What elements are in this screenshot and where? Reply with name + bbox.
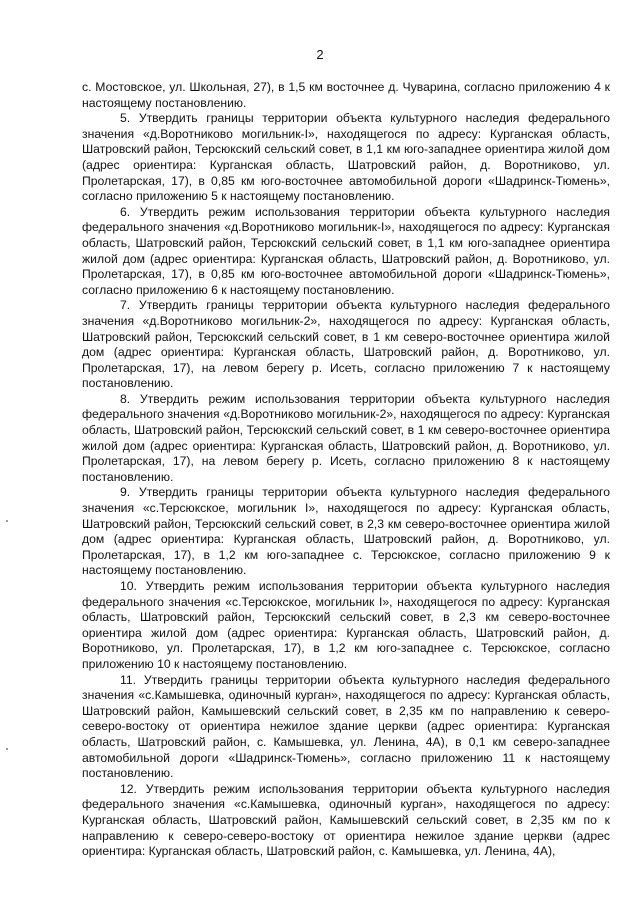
paragraph-item-6: 6. Утвердить режим использования территории объекта культурного наследия федерального значения «д.Воротниково могильник-I», находящегося по адресу: Курганская область, Шатровский район, Терсюкский сельский совет, в 1,1 км юго-западнее ориентира жилой дом (адрес ориентира: Курганская область, Шатровский район, д. Воротниково, ул. Пролетарская, 17), в 0,85 км юго-восточнее автомобильной дороги «Шадринск-Тюмень», согласно приложению 6 к настоящему постановлению. — [82, 204, 610, 297]
paragraph-item-11: 11. Утвердить границы территории объекта культурного наследия федерального значения «с.Камышевка, одиночный курган», находящегося по адресу: Курганская область, Шатровский район, Камышевский сельский совет, в 2,35 км по направлению к северо-северо-востоку от ориентира нежилое здание церкви (адрес ориентира: Курганская область, Шатровский район, с. Камышевка, ул. Ленина, 4А), в 0,1 км северо-западнее автомобильной дороги «Шадринск-Тюмень», согласно приложению 11 к настоящему постановлению. — [82, 672, 610, 781]
paragraph-item-12: 12. Утвердить режим использования территории объекта культурного наследия федерального значения «с.Камышевка, одиночный курган», находящегося по адресу: Курганская область, Шатровский район, Камышевский сельский совет, в 2,35 км по к направлению к северо-северо-востоку от ориентира нежилое здание церкви (адрес ориентира: Курганская область, Шатровский район, с. Камышевка, ул. Ленина, 4А), — [82, 781, 610, 859]
paragraph-item-9: 9. Утвердить границы территории объекта культурного наследия федерального значения «с.Терсюкское, могильник I», находящегося по адресу: Курганская область, Шатровский район, Терсюкский сельский совет, в 2,3 км северо-восточнее ориентира жилой дом (адрес ориентира: Курганская область, Шатровский район, д. Воротниково, ул. Пролетарская, 17), в 1,2 км юго-западнее с. Терсюкское, согласно приложению 9 к настоящему постановлению. — [82, 485, 610, 578]
page-number: 2 — [316, 47, 324, 62]
margin-mark — [6, 520, 8, 522]
margin-mark — [6, 748, 8, 750]
paragraph-item-7: 7. Утвердить границы территории объекта культурного наследия федерального значения «д.Воротниково могильник-2», находящегося по адресу: Курганская область, Шатровский район, Терсюкский сельский совет, в 1 км северо-восточнее ориентира жилой дом (адрес ориентира: Курганская область, Шатровский район, д. Воротниково, ул. Пролетарская, 17), на левом берегу р. Исеть, согласно приложению 7 к настоящему постановлению. — [82, 298, 610, 391]
paragraph-item-5: 5. Утвердить границы территории объекта культурного наследия федерального значения «д.Воротниково могильник-I», находящегося по адресу: Курганская область, Шатровский район, Терсюкский сельский совет, в 1,1 км юго-западнее ориентира жилой дом (адрес ориентира: Курганская область, Шатровский район, д. Воротниково, ул. Пролетарская, 17), в 0,85 км юго-восточнее автомобильной дороги «Шадринск-Тюмень», согласно приложению 5 к настоящему постановлению. — [82, 111, 610, 204]
paragraph-item-10: 10. Утвердить режим использования территории объекта культурного наследия федерального значения «с.Терсюкское, могильник I», находящегося по адресу: Курганская область, Шатровский район, Терсюкский сельский совет, в 2,3 км северо-восточнее ориентира жилой дом (адрес ориентира: Курганская область, Шатровский район, д. Воротниково, ул. Пролетарская, 17), в 1,2 км юго-западнее с. Терсюкское, согласно приложению 10 к настоящему постановлению. — [82, 579, 610, 671]
paragraph-continuation: с. Мостовское, ул. Школьная, 27), в 1,5 км восточнее д. Чуварина, согласно приложению 4 к настоящему постановлению. — [82, 80, 610, 110]
paragraph-item-8: 8. Утвердить режим использования территории объекта культурного наследия федерального значения «д.Воротниково могильник-2», находящегося по адресу: Курганская область, Шатровский район, Терсюкский сельский совет, в 1 км северо-восточнее ориентира жилой дом (адрес ориентира: Курганская область, Шатровский район, д. Воротниково, ул. Пролетарская, 17), на левом берегу р. Исеть, согласно приложению 8 к настоящему постановлению. — [82, 391, 610, 484]
document-body — [82, 80, 610, 860]
